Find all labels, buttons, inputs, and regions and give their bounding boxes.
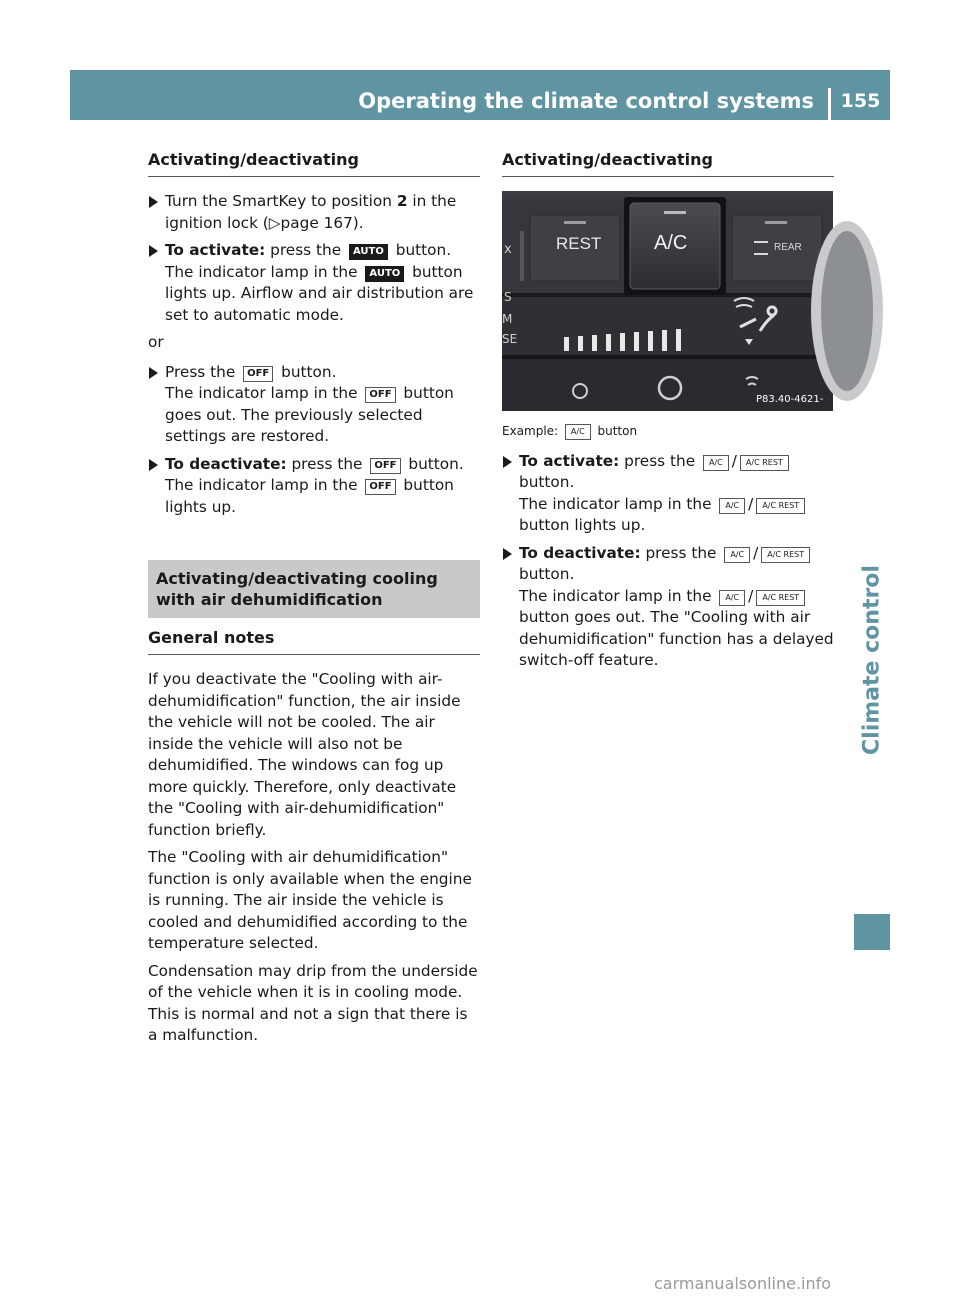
header-title: Operating the climate control systems (358, 89, 814, 113)
panel-edge-s: S (504, 290, 512, 304)
step-deactivate-off: To deactivate: press the OFF button. The indicator lamp in the OFF button lights up. (148, 454, 480, 519)
page-ref-icon: ▷ (268, 213, 281, 232)
rear-defrost-icon (754, 241, 768, 255)
paragraph-engine-running: The "Cooling with air dehumidification" function is only available when the engine is running. The air inside the vehicle is cooled and dehumidified according to the temperature selected. (148, 848, 472, 952)
section-heading-activating: Activating/deactivating (148, 150, 480, 177)
section-heading-general-notes: General notes (148, 628, 480, 655)
photo-caption: Example: A/C button (502, 424, 638, 438)
step-press-off: Press the OFF button. The indicator lamp in the OFF button goes out. The previously selected settings are restored. (148, 362, 480, 448)
paragraph-deactivate-warning: If you deactivate the "Cooling with air-dehumidification" function, the air inside the vehicle will not be cooled. The air inside the vehicle will also not be dehumidified. The windows can fog up more quickly. Therefore, only deactivate the "Cooling with air-dehumidification" function briefly. (148, 670, 461, 839)
ac-rest-button-icon: A/C REST (740, 455, 789, 471)
panel-label-ac: A/C (654, 232, 688, 254)
watermark: carmanualsonline.info (654, 1274, 832, 1293)
ac-button-icon: A/C (719, 498, 745, 514)
or-separator: or (148, 333, 164, 351)
ac-button-icon: A/C (719, 590, 745, 606)
panel-photo-graphic (502, 191, 833, 411)
ac-rest-button-icon: A/C REST (756, 498, 805, 514)
panel-label-rear: REAR (774, 242, 802, 253)
panel-label-rest: REST (556, 234, 602, 253)
page-number: 155 (840, 90, 881, 112)
auto-button-icon: AUTO (349, 244, 388, 260)
ac-button-icon: A/C (724, 547, 750, 563)
step-activate-auto: To activate: press the AUTO button. The indicator lamp in the AUTO button lights up. Airflow and air distribution are set to automatic mode. (148, 240, 480, 326)
left-column (148, 150, 480, 1053)
ac-button-icon: A/C (565, 424, 591, 440)
climate-control-panel-photo (502, 191, 833, 427)
off-button-icon: OFF (370, 458, 400, 474)
page-header (70, 70, 890, 120)
off-button-icon: OFF (365, 387, 395, 403)
panel-edge-se: SE (502, 332, 518, 346)
step-deactivate-ac: To deactivate: press the A/C / A/C REST button. The indicator lamp in the A/C / A/C REST button goes out. The "Cooling with air dehumidification" function has a delayed switch-off feature. (502, 543, 834, 672)
step-turn-smartkey: Turn the SmartKey to position 2 in the ignition lock (▷page 167). (148, 191, 480, 234)
photo-reference-code: P83.40-4621-31 (756, 394, 824, 427)
off-button-icon: OFF (243, 366, 273, 382)
right-column (502, 150, 834, 678)
section-heading-activating-ac: Activating/deactivating (502, 150, 834, 177)
chapter-side-label: Climate control (859, 565, 885, 755)
ac-rest-button-icon: A/C REST (761, 547, 810, 563)
ac-button-icon: A/C (703, 455, 729, 471)
section-title-cooling: Activating/deactivating cooling with air dehumidification (148, 560, 480, 618)
ac-rest-button-icon: A/C REST (756, 590, 805, 606)
panel-edge-x: x (504, 242, 512, 257)
chapter-tab-marker (854, 914, 890, 950)
panel-edge-m: M (502, 312, 513, 326)
step-activate-ac: To activate: press the A/C / A/C REST button. The indicator lamp in the A/C / A/C REST button lights up. (502, 451, 834, 537)
off-button-icon: OFF (365, 479, 395, 495)
auto-button-icon: AUTO (365, 266, 404, 282)
paragraph-condensation: Condensation may drip from the underside of the vehicle when it is in cooling mode. This is normal and not a sign that there is a malfunction. (148, 961, 478, 1044)
